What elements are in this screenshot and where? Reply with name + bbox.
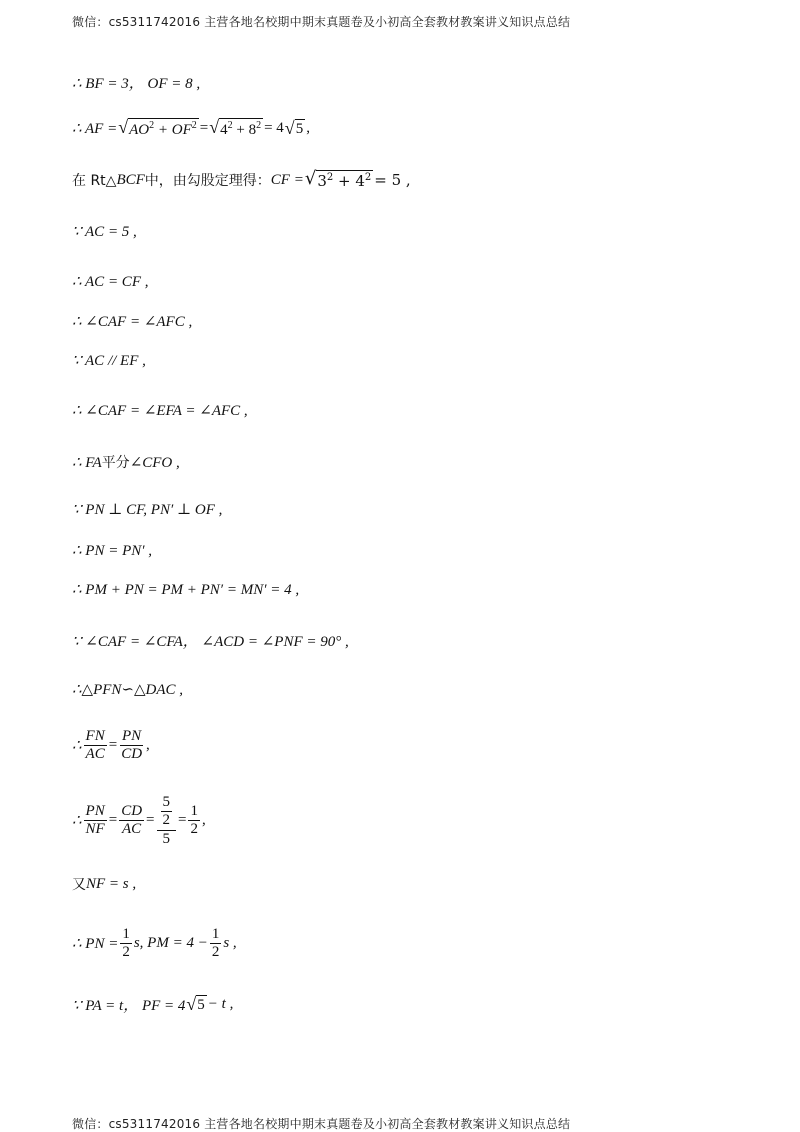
solution-line-6: ∴ ∠CAF = ∠AFC ,	[72, 314, 193, 330]
solution-line-18: ∴ PN = $\frac{1}{2}$ s, PM = 4 − $\frac{1}{2}$ s ,	[72, 926, 237, 961]
sqrt-5-b: √ 5	[186, 994, 205, 1014]
fraction-cd-ac: $\frac{CD}{AC}$	[121, 803, 143, 838]
line-2-lhs: ∴ AF =	[72, 121, 118, 137]
fraction-fn-ac: $\frac{FN}{AC}$	[85, 728, 105, 763]
solution-line-7: ∵ AC // EF ,	[72, 353, 146, 369]
fraction-one-half-b: $\frac{1}{2}$	[211, 926, 220, 961]
sqrt-4-8: √ $4^2 + 8^2$	[209, 117, 262, 138]
page-footer: 微信：cs5311742016 主营各地名校期中期末真题卷及小初高全套教材教案讲义知识点总结	[72, 1117, 571, 1131]
sqrt-ao-of: √ $AO^2 + OF^2$	[118, 117, 197, 138]
solution-line-13: ∵ ∠CAF = ∠CFA， ∠ACD = ∠PNF = 90° ,	[72, 634, 349, 650]
solution-line-19: ∵ PA = t， PF = 4 √ 5 − t ,	[72, 994, 234, 1014]
fraction-5-over-2-over-5: $\frac{\frac{5}{2}}{5}$	[157, 794, 177, 848]
fraction-one-half: $\frac{1}{2}$	[190, 803, 198, 838]
solution-line-5: ∴ AC = CF ,	[72, 274, 149, 290]
fraction-pn-cd: $\frac{PN}{CD}$	[121, 728, 143, 763]
solution-line-16: ∴ $\frac{PN}{NF}$ = $\frac{CD}{AC}$ = $\frac{\frac{5}{2}}{5}$ = $\frac{1}{2}$ ,	[72, 794, 206, 847]
solution-line-11: ∴ PN = PN′ ,	[72, 543, 153, 559]
solution-line-15: ∴ $\frac{FN}{AC}$ = $\frac{PN}{CD}$ ,	[72, 728, 150, 763]
fraction-pn-nf: $\frac{PN}{NF}$	[85, 803, 105, 838]
solution-line-1: ∴ BF = 3， OF = 8 ,	[72, 76, 201, 92]
solution-line-2: ∴ AF = √ $AO^2 + OF^2$ = √ $4^2 + 8^2$ = 4 √ 5 ,	[72, 117, 310, 138]
solution-line-9: ∴ FA 平分 ∠CFO ,	[72, 454, 180, 471]
solution-line-3: 在 Rt△ BCF 中，由勾股定理得： CF = √ $3^2 + 4^2$ = 5 ,	[72, 168, 411, 190]
solution-line-10: ∵ PN ⊥ CF, PN′ ⊥ OF ,	[72, 502, 223, 518]
page-header: 微信：cs5311742016 主营各地名校期中期末真题卷及小初高全套教材教案讲义知识点总结	[72, 15, 571, 29]
fraction-one-half-a: $\frac{1}{2}$	[122, 926, 130, 961]
solution-line-8: ∴ ∠CAF = ∠EFA = ∠AFC ,	[72, 403, 248, 419]
solution-line-17: 又 NF = s ,	[72, 875, 137, 893]
solution-line-12: ∴ PM + PN = PM + PN′ = MN′ = 4 ,	[72, 582, 300, 598]
solution-line-14: ∴△PFN∽△DAC ,	[72, 682, 184, 698]
sqrt-3-4: √ $3^2 + 4^2$	[304, 168, 372, 190]
solution-line-4: ∵ AC = 5 ,	[72, 224, 137, 240]
sqrt-5: √ 5	[284, 118, 304, 138]
